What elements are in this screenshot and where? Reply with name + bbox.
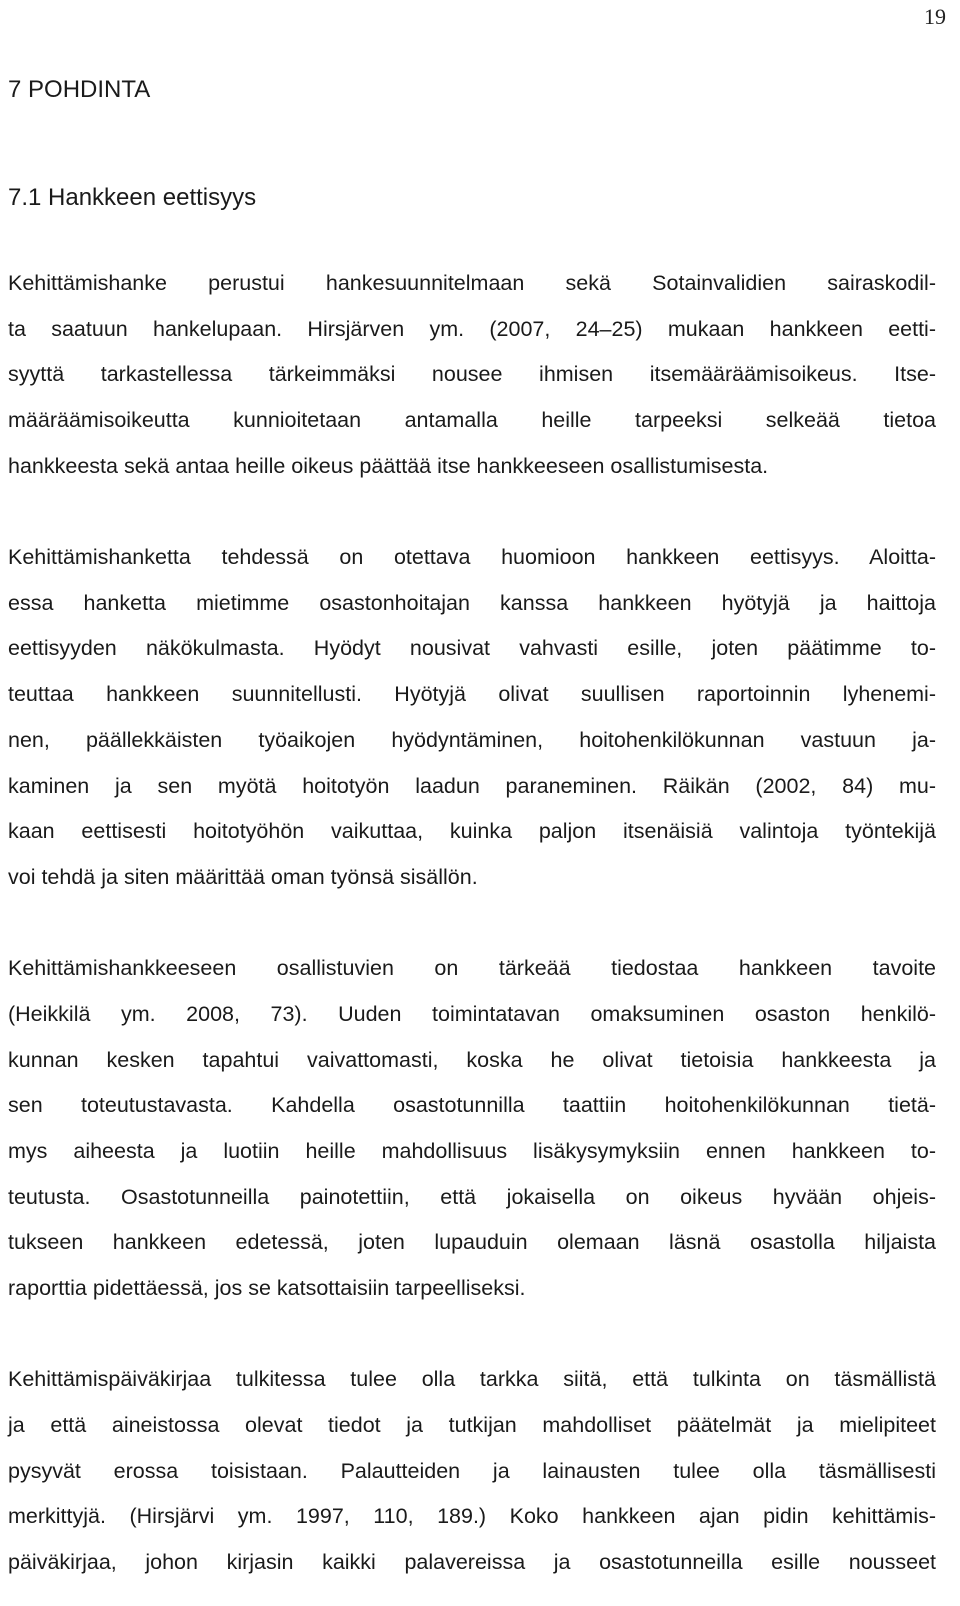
text-line: kaminen ja sen myötä hoitotyön laadun paraneminen. Räikän (2002, 84) mu- [8, 773, 936, 798]
chapter-heading: 7 POHDINTA [8, 76, 151, 103]
page-number: 19 [924, 4, 946, 29]
paragraph-4 [8, 1357, 936, 1586]
text-line: päiväkirjaa, johon kirjasin kaikki palavereissa ja osastotunneilla esille nousseet [8, 1550, 936, 1575]
text-line: (Heikkilä ym. 2008, 73). Uuden toimintatavan omaksuminen osaston henkilö- [8, 1001, 936, 1026]
text-line: nen, päällekkäisten työaikojen hyödyntäminen, hoitohenkilökunnan vastuun ja- [8, 727, 936, 752]
text-line: Kehittämispäiväkirjaa tulkitessa tulee olla tarkka siitä, että tulkinta on täsmällistä [8, 1367, 936, 1392]
text-line: hankkeesta sekä antaa heille oikeus päättää itse hankkeeseen osallistumisesta. [8, 453, 769, 478]
text-line: eettisyyden näkökulmasta. Hyödyt nousivat vahvasti esille, joten päätimme to- [8, 636, 936, 661]
text-line: teutusta. Osastotunneilla painotettiin, että jokaisella on oikeus hyvään ohjeis- [8, 1184, 936, 1209]
text-line: ja että aineistossa olevat tiedot ja tutkijan mahdolliset päätelmät ja mielipiteet [8, 1412, 936, 1437]
text-line: mys aiheesta ja luotiin heille mahdollisuus lisäkysymyksiin ennen hankkeen to- [8, 1138, 936, 1163]
text-line: sen toteutustavasta. Kahdella osastotunnilla taattiin hoitohenkilökunnan tietä- [8, 1093, 936, 1118]
document-body [8, 72, 936, 1586]
text-line: essa hanketta mietimme osastonhoitajan kanssa hankkeen hyötyjä ja haittoja [8, 590, 936, 615]
text-line: teuttaa hankkeen suunnitellusti. Hyötyjä olivat suullisen raportoinnin lyhenemi- [8, 682, 936, 707]
text-line: merkittyjä. (Hirsjärvi ym. 1997, 110, 189.) Koko hankkeen ajan pidin kehittämis- [8, 1504, 936, 1529]
text-line: voi tehdä ja siten määrittää oman työnsä sisällön. [8, 864, 478, 889]
text-line: kunnan kesken tapahtui vaivattomasti, koska he olivat tietoisia hankkeesta ja [8, 1047, 936, 1072]
paragraph-3 [8, 946, 936, 1312]
text-line: pysyvät erossa toisistaan. Palautteiden ja lainausten tulee olla täsmällisesti [8, 1458, 936, 1483]
text-line: Kehittämishanketta tehdessä on otettava huomioon hankkeen eettisyys. Aloitta- [8, 545, 936, 570]
section-heading: 7.1 Hankkeen eettisyys [8, 184, 257, 211]
text-line: Kehittämishankkeeseen osallistuvien on tärkeää tiedostaa hankkeen tavoite [8, 956, 936, 981]
text-line: tukseen hankkeen edetessä, joten lupauduin olemaan läsnä osastolla hiljaista [8, 1230, 936, 1255]
text-line: Kehittämishanke perustui hankesuunnitelmaan sekä Sotainvalidien sairaskodil- [8, 271, 936, 295]
paragraph-1 [8, 261, 936, 490]
paragraph-2 [8, 535, 936, 901]
text-line: syyttä tarkastellessa tärkeimmäksi nousee ihmisen itsemääräämisoikeus. Itse- [8, 362, 936, 387]
text-line: kaan eettisesti hoitotyöhön vaikuttaa, kuinka paljon itsenäisiä valintoja työntekijä [8, 819, 936, 844]
text-line: ta saatuun hankelupaan. Hirsjärven ym. (2007, 24–25) mukaan hankkeen eetti- [8, 316, 936, 341]
text-line: määräämisoikeutta kunnioitetaan antamalla heille tarpeeksi selkeää tietoa [8, 408, 936, 433]
text-line: raporttia pidettäessä, jos se katsottaisiin tarpeelliseksi. [8, 1276, 526, 1301]
